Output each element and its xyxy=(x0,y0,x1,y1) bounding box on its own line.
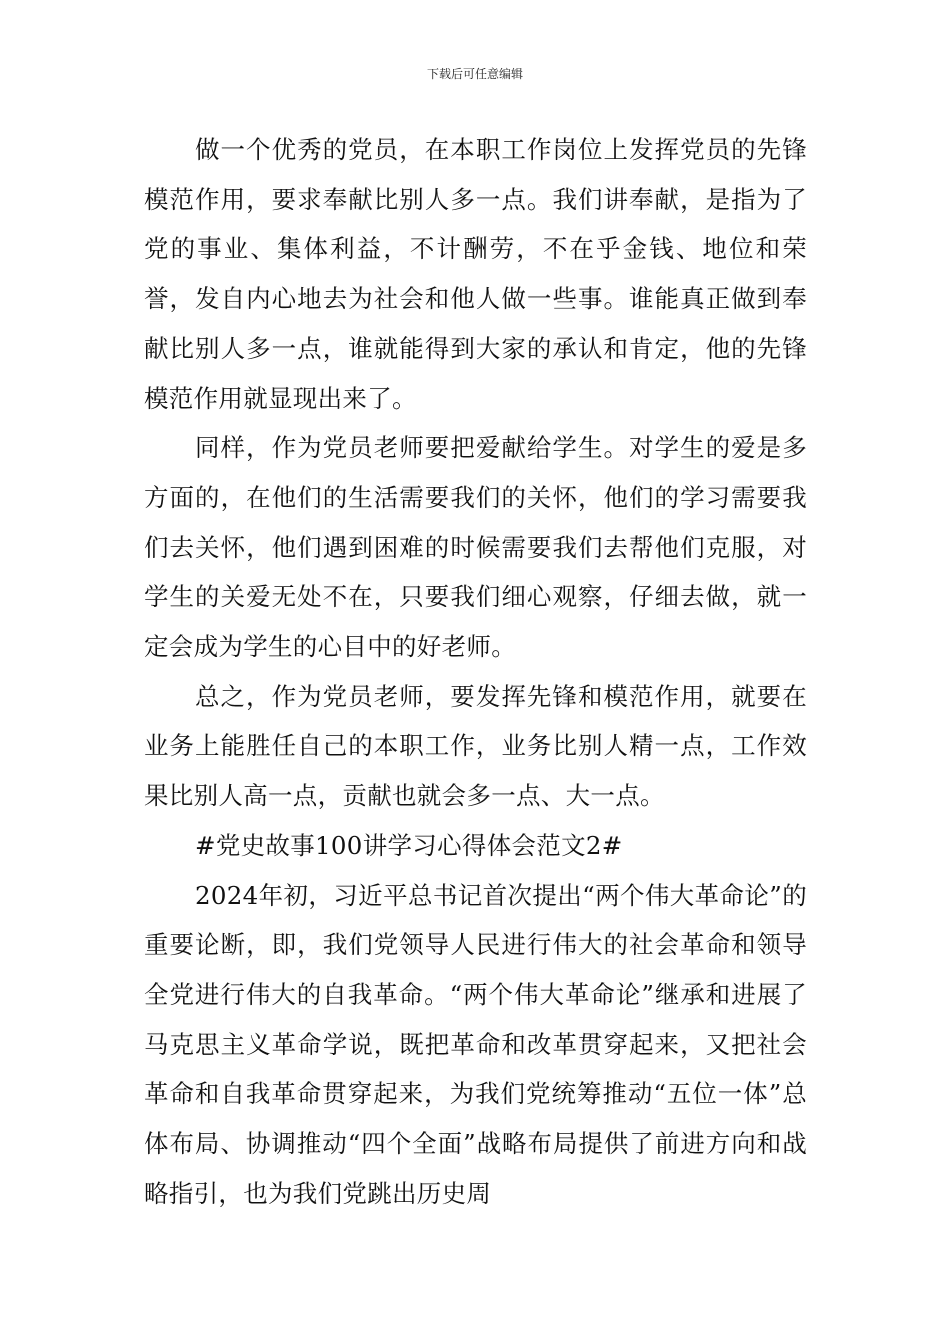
page-header: 下载后可任意编辑 xyxy=(426,67,523,81)
document-body xyxy=(144,125,807,1218)
paragraph-1: 做一个优秀的党员，在本职工作岗位上发挥党员的先锋模范作用，要求奉献比别人多一点。我们讲奉献，是指为了党的事业、集体利益，不计酬劳，不在乎金钱、地位和荣誉，发自内心地去为社会和他人做一些事。谁能真正做到奉献比别人多一点，谁就能得到大家的承认和肯定，他的先锋模范作用就显现出来了。 xyxy=(144,135,807,413)
paragraph-4: 2024年初，习近平总书记首次提出“两个伟大革命论”的重要论断，即，我们党领导人民进行伟大的社会革命和领导全党进行伟大的自我革命。“两个伟大革命论”继承和进展了马克思主义革命学说，既把革命和改革贯穿起来，又把社会革命和自我革命贯穿起来，为我们党统筹推动“五位一体”总体布局、协调推动“四个全面”战略布局提供了前进方向和战略指引，也为我们党跳出历史周 xyxy=(144,880,807,1208)
paragraph-2: 同样，作为党员老师要把爱献给学生。对学生的爱是多方面的，在他们的生活需要我们的关怀，他们的学习需要我们去关怀，他们遇到困难的时候需要我们去帮他们克服，对学生的关爱无处不在，只要我们细心观察，仔细去做，就一定会成为学生的心目中的好老师。 xyxy=(144,433,807,662)
section-heading: #党史故事100讲学习心得体会范文2# xyxy=(195,830,623,860)
paragraph-3: 总之，作为党员老师，要发挥先锋和模范作用，就要在业务上能胜任自己的本职工作，业务比别人精一点，工作效果比别人高一点，贡献也就会多一点、大一点。 xyxy=(144,681,807,811)
